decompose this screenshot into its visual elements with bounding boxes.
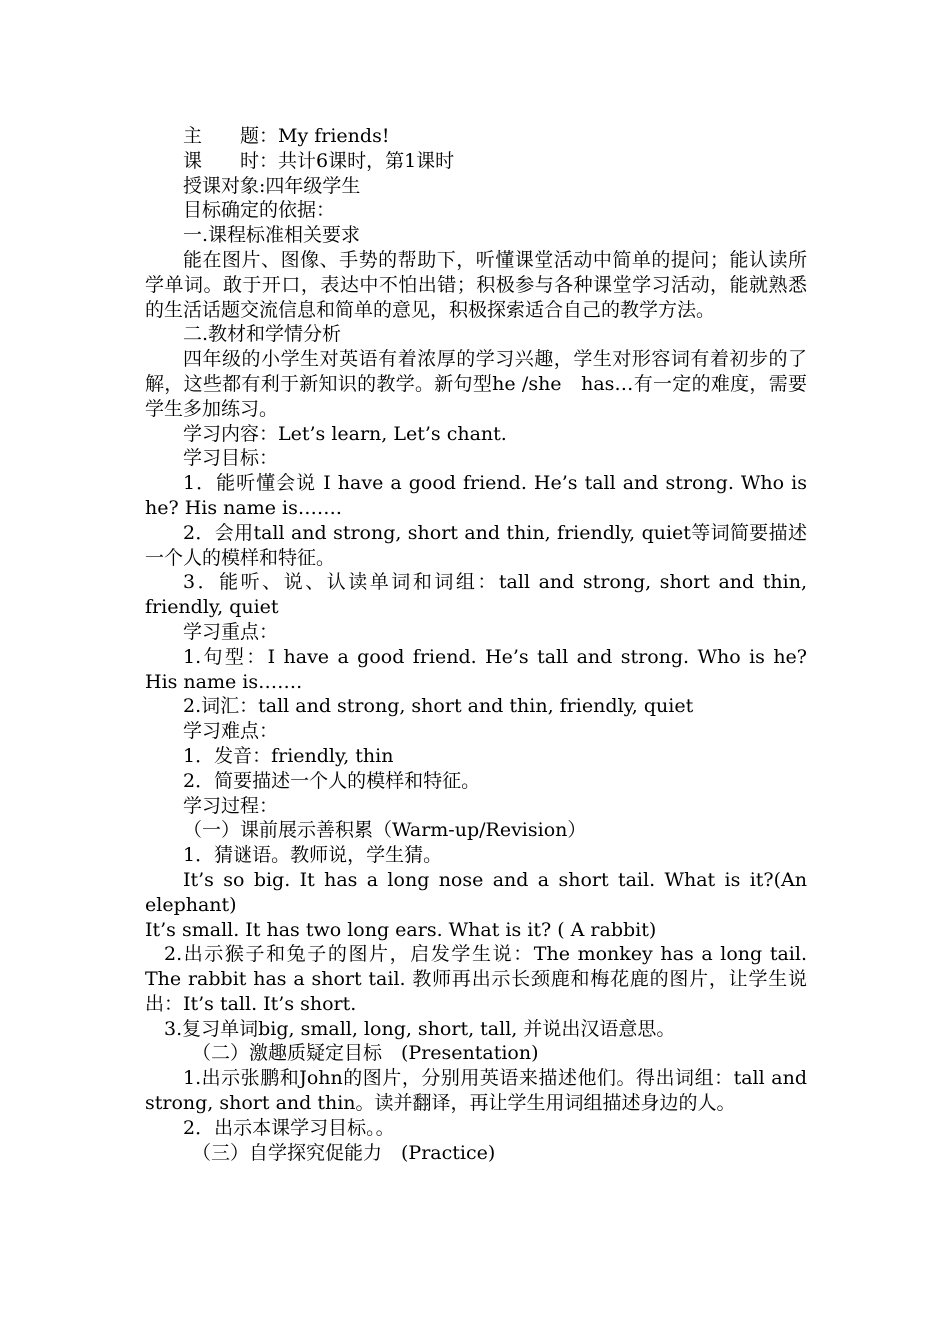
- curriculum-paragraph: 能在图片、图像、手势的帮助下，听懂课堂活动中简单的提问；能认读所学单词。敢于开口，表达中不怕出错；积极参与各种课堂学习活动，能就熟悉的生活话题交流信息和简单的意见，积极探索适合自己的教学方法。: [145, 248, 807, 321]
- key-point-1: 1.句型：I have a good friend. He’s tall and strong. Who is he? His name is…….: [145, 645, 807, 693]
- topic-line: 主 题：My friends!: [183, 125, 390, 147]
- content-line: 学习内容：Let’s learn, Let’s chant.: [183, 422, 507, 445]
- riddle-elephant: It’s so big. It has a long nose and a short tail. What is it?(An elephant): [145, 868, 807, 916]
- difficulty-1: 1．发音：friendly, thin: [183, 744, 394, 767]
- stage-one-heading: （一）课前展示善积累（Warm-up/Revision）: [183, 819, 587, 842]
- section-two-heading: 二.教材和学情分析: [183, 323, 342, 346]
- riddle-rabbit: It’s small. It has two long ears. What is it? ( A rabbit): [145, 918, 657, 941]
- stage-two-heading: （二）激趣质疑定目标 (Presentation): [192, 1042, 539, 1065]
- document-body: [145, 124, 807, 1165]
- analysis-paragraph: 四年级的小学生对英语有着浓厚的学习兴趣，学生对形容词有着初步的了解，这些都有利于新知识的教学。新句型he /she has…有一定的难度，需要学生多加练习。: [145, 348, 807, 420]
- objective-item-1: 1．能听懂会说 I have a good friend. He’s tall and strong. Who is he? His name is…….: [145, 472, 807, 519]
- section-one-heading: 一.课程标准相关要求: [183, 224, 361, 247]
- presentation-step-2: 2．出示本课学习目标。。: [183, 1116, 395, 1139]
- difficulty-2: 2．简要描述一个人的模样和特征。: [183, 769, 481, 792]
- key-point-2: 2.词汇：tall and strong, short and thin, friendly, quiet: [183, 695, 694, 718]
- audience-line: 授课对象:四年级学生: [183, 174, 361, 197]
- basis-heading: 目标确定的依据：: [183, 199, 336, 222]
- lesson-count-line: 课 时：共计6课时，第1课时: [183, 149, 455, 172]
- objective-item-3: 3．能听、说、认读单词和词组：tall and strong, short and thin, friendly, quiet: [145, 571, 807, 619]
- presentation-step-1: 1.出示张鹏和John的图片，分别用英语来描述他们。得出词组：tall and strong, short and thin。读并翻译，再让学生用词组描述身边的人。: [145, 1067, 807, 1115]
- picture-activity: 2.出示猴子和兔子的图片，启发学生说：The monkey has a long tail. The rabbit has a short tail. 教师再出示长颈鹿和梅花鹿的图片，让学生说出：It’s tall. It’s short.: [145, 943, 807, 1015]
- process-heading: 学习过程：: [183, 794, 279, 817]
- word-review: 3.复习单词big, small, long, short, tall, 并说出汉语意思。: [164, 1017, 676, 1040]
- riddle-instruction: 1．猜谜语。教师说，学生猜。: [183, 844, 443, 867]
- key-points-heading: 学习重点：: [183, 620, 279, 643]
- objectives-heading: 学习目标：: [183, 447, 279, 470]
- stage-three-heading: （三）自学探究促能力 (Practice): [192, 1141, 496, 1164]
- objective-item-2: 2．会用tall and strong, short and thin, friendly, quiet等词简要描述一个人的模样和特征。: [145, 521, 807, 569]
- difficulties-heading: 学习难点：: [183, 720, 279, 743]
